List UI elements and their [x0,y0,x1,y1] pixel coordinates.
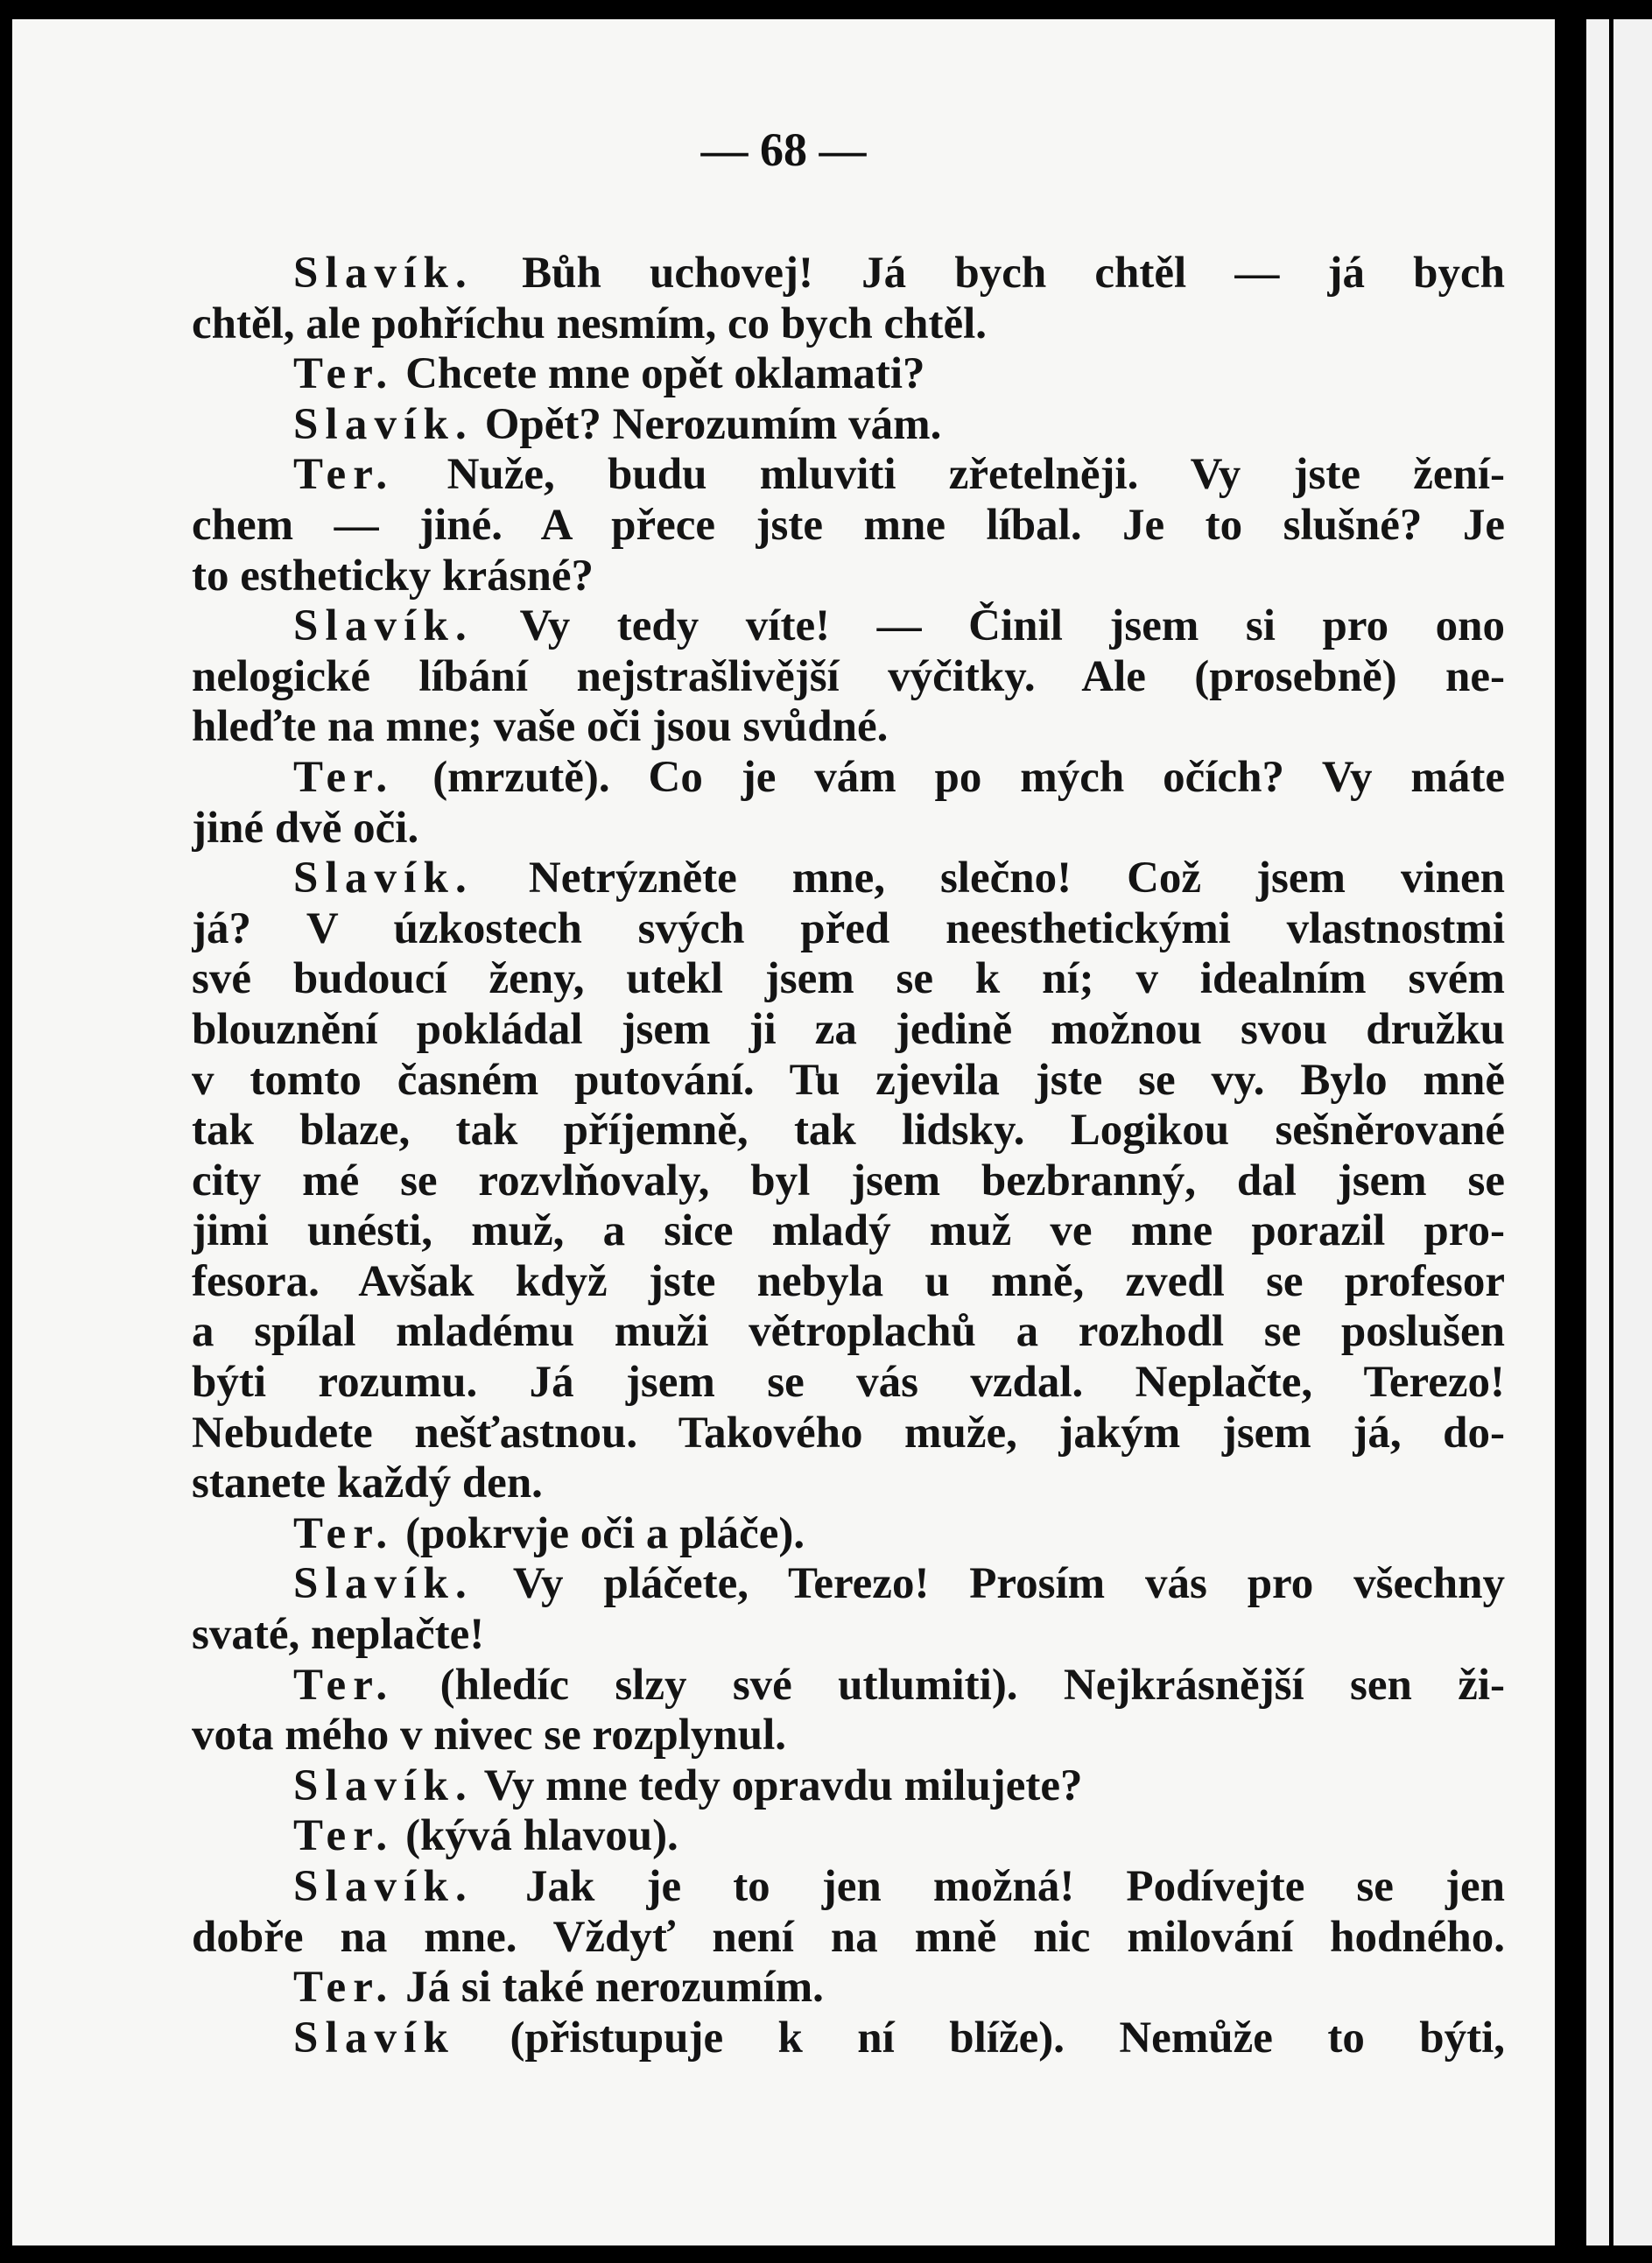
text-line [192,1761,1505,1812]
line-text: blouznění pokládal jsem ji za jedině možnou svou družku [192,1004,1505,1054]
line-text: dobře na mne. Vždyť není na mně nic milování hodného. [192,1912,1505,1962]
speaker-name: Slavík. [293,1862,474,1911]
speaker-name: Ter. [293,1963,395,2013]
scan-border-right [1555,0,1586,2263]
adjacent-page-edge-line [1609,19,1613,2245]
line-text: Já si také nerozumím. [405,1963,824,2013]
line-text: nelogické líbání nejstrašlivější výčitky. Ale (prosebně) ne- [192,651,1505,701]
dialogue-text-body [192,249,1505,2063]
scan-border-bottom [0,2245,1652,2263]
text-line [192,1610,1505,1661]
line-text: tak blaze, tak příjemně, tak lidsky. Logikou sešněrované [192,1106,1505,1156]
line-text: Nebudete nešťastnou. Takového muže, jakým jsem já, do- [192,1408,1505,1458]
line-text: Opět? Nerozumím vám. [484,399,942,449]
page-number: — 68 — [700,123,867,176]
line-text: své budoucí ženy, utekl jsem se k ní; v idealním svém [192,954,1505,1004]
text-line [192,552,1505,602]
line-text: v tomto časném putování. Tu zjevila jste se vy. Bylo mně [192,1055,1505,1105]
line-text: (hledíc slzy své utlumiti). Nejkrásnější sen ži- [439,1660,1505,1710]
line-text: Bůh uchovej! Já bych chtěl — já bych [522,249,1505,298]
text-line [192,854,1505,904]
line-text: a spílal mladému muži větroplachů a rozhodl se poslušen [192,1307,1505,1357]
text-line [192,804,1505,854]
line-text: Vy pláčete, Terezo! Prosím vás pro všechny [512,1559,1505,1609]
text-line [192,501,1505,552]
text-line [192,1106,1505,1156]
speaker-name: Ter. [293,1811,395,1861]
speaker-name: Slavík [293,2013,456,2063]
line-text: city mé se rozvlňovaly, byl jsem bezbranný, dal jsem se [192,1156,1505,1205]
line-text: Nuže, budu mluviti zřetelněji. Vy jste žení- [446,450,1505,500]
line-text: vota mého v nivec se rozplynul. [192,1711,787,1761]
text-line [192,1862,1505,1913]
text-line [192,1458,1505,1509]
text-line [192,601,1505,652]
text-line [192,1913,1505,1964]
text-line [192,1963,1505,2014]
line-text: hleďte na mne; vaše oči jsou svůdné. [192,702,889,752]
text-line [192,1358,1505,1409]
line-text: fesora. Avšak když jste nebyla u mně, zvedl se profesor [192,1256,1505,1306]
speaker-name: Slavík. [293,1761,474,1810]
speaker-name: Ter. [293,349,395,399]
line-text: Netrýzněte mne, slečno! Což jsem vinen [528,854,1505,903]
line-text: (pokrvje oči a pláče). [405,1508,805,1558]
speaker-name: Slavík. [293,1559,474,1609]
speaker-name: Ter. [293,752,395,802]
text-line [192,904,1505,955]
line-text: já? V úzkostech svých před neesthetickými vlastnostmi [192,903,1505,953]
text-line [192,702,1505,753]
speaker-name: Ter. [293,1660,395,1710]
speaker-name: Ter. [293,450,395,500]
text-line [192,1005,1505,1056]
text-line [192,1509,1505,1560]
scan-border-left [0,0,12,2263]
line-text: Chcete mne opět oklamati? [405,349,925,399]
text-line [192,954,1505,1005]
text-line [192,1811,1505,1862]
book-page [12,19,1555,2245]
line-text: chtěl, ale pohříchu nesmím, co bych chtěl. [192,299,988,348]
text-line [192,2014,1505,2064]
text-line [192,349,1505,400]
line-text: (přistupuje k ní blíže). Nemůže to býti, [510,2013,1505,2063]
scan-border-top [0,0,1652,19]
text-line [192,753,1505,804]
line-text: býti rozumu. Já jsem se vás vzdal. Neplačte, Terezo! [192,1358,1505,1408]
line-text: jiné dvě oči. [192,803,419,853]
speaker-name: Slavík. [293,854,474,903]
text-line [192,1206,1505,1257]
adjacent-page-strip [1586,19,1652,2245]
speaker-name: Slavík. [293,399,474,449]
line-text: Vy tedy víte! — Činil jsem si pro ono [519,601,1505,651]
text-line [192,249,1505,299]
text-line [192,652,1505,703]
speaker-name: Ter. [293,1508,395,1558]
text-line [192,1257,1505,1308]
line-text: chem — jiné. A přece jste mne líbal. Je to slušné? Je [192,500,1505,550]
text-line [192,1711,1505,1761]
text-line [192,450,1505,501]
line-text: Vy mne tedy opravdu milujete? [483,1761,1083,1810]
speaker-name: Slavík. [293,249,474,298]
line-text: svaté, neplačte! [192,1610,485,1660]
text-line [192,1409,1505,1459]
text-line [192,1156,1505,1207]
text-line [192,1661,1505,1711]
line-text: (kývá hlavou). [405,1811,678,1861]
text-line [192,400,1505,451]
line-text: (mrzutě). Co je vám po mých očích? Vy máte [432,752,1505,802]
line-text: jimi unésti, muž, a sice mladý muž ve mne porazil pro- [192,1206,1505,1256]
text-line [192,1307,1505,1358]
line-text: Jak je to jen možná! Podívejte se jen [525,1862,1505,1911]
text-line [192,1056,1505,1107]
text-line [192,299,1505,350]
line-text: stanete každý den. [192,1458,543,1508]
line-text: to estheticky krásné? [192,551,594,601]
speaker-name: Slavík. [293,601,474,651]
text-line [192,1559,1505,1610]
